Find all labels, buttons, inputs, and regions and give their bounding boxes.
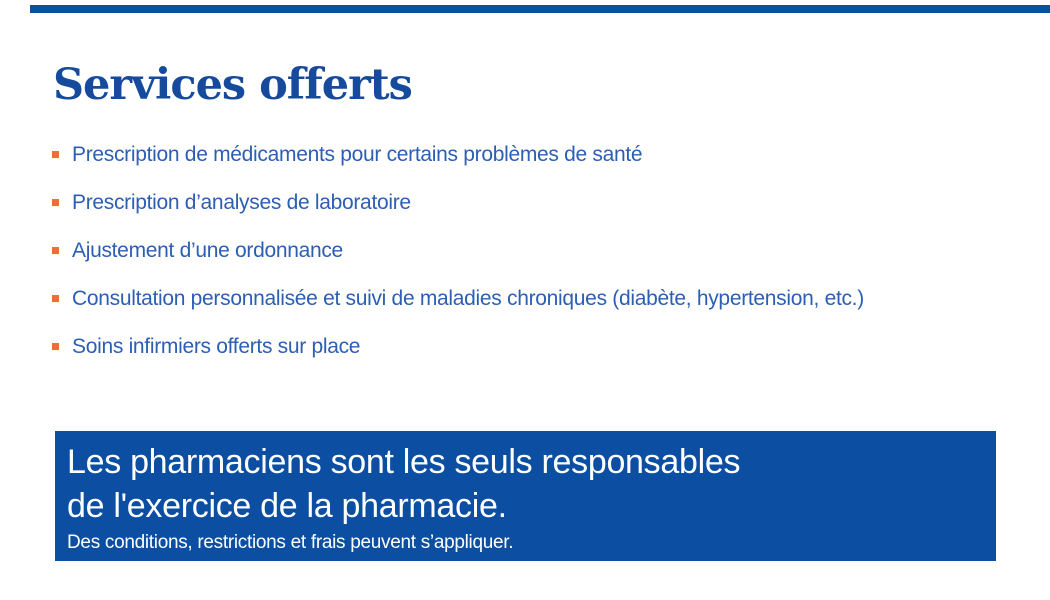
list-item [52, 240, 864, 261]
list-item-label: Prescription de médicaments pour certains problèmes de santé [72, 143, 643, 166]
notice-box [55, 431, 996, 561]
notice-headline-line1: Les pharmaciens sont les seuls responsables [67, 443, 741, 481]
list-item [52, 192, 864, 213]
bullet-square-icon [52, 343, 59, 350]
bullet-square-icon [52, 199, 59, 206]
bullet-square-icon [52, 151, 59, 158]
bullet-square-icon [52, 247, 59, 254]
notice-disclaimer: Des conditions, restrictions et frais peuvent s’appliquer. [67, 532, 514, 553]
list-item-label: Ajustement d’une ordonnance [72, 239, 343, 262]
list-item [52, 144, 864, 165]
services-list [52, 144, 864, 384]
list-item-label: Prescription d’analyses de laboratoire [72, 191, 411, 214]
bullet-square-icon [52, 295, 59, 302]
list-item-label: Soins infirmiers offerts sur place [72, 335, 361, 358]
notice-headline-line2: de l'exercice de la pharmacie. [67, 487, 507, 525]
top-accent-bar [30, 5, 1050, 13]
list-item [52, 336, 864, 357]
page-title: Services offerts [53, 60, 412, 110]
list-item [52, 288, 864, 309]
list-item-label: Consultation personnalisée et suivi de maladies chroniques (diabète, hypertension, etc.) [72, 287, 864, 310]
